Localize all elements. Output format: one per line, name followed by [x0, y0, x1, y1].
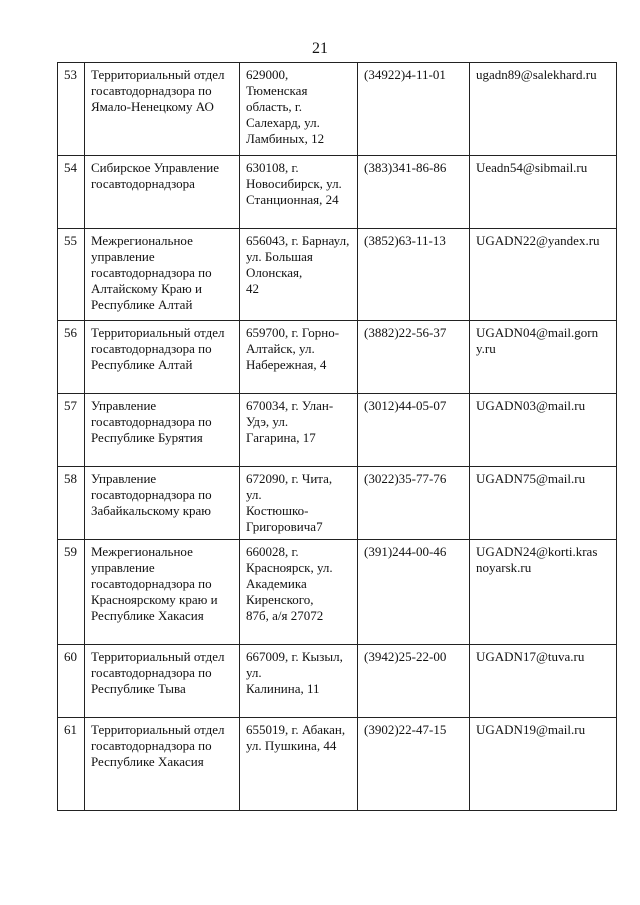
office-address: 629000, Тюменская область, г. Салехард, ул. Ламбиных, 12	[240, 63, 358, 156]
table-row	[58, 540, 617, 645]
office-address: 670034, г. Улан- Удэ, ул. Гагарина, 17	[240, 394, 358, 467]
office-phone: (3022)35-77-76	[358, 467, 470, 540]
office-name: Территориальный отдел госавтодорнадзора по Ямало-Ненецкому АО	[85, 63, 240, 156]
office-address: 656043, г. Барнаул, ул. Большая Олонская, 42	[240, 229, 358, 321]
row-number: 59	[58, 540, 85, 645]
row-number: 54	[58, 156, 85, 229]
office-name: Межрегиональное управление госавтодорнадзора по Алтайскому Краю и Республике Алтай	[85, 229, 240, 321]
office-phone: (3852)63-11-13	[358, 229, 470, 321]
office-email: UGADN24@korti.kras noyarsk.ru	[470, 540, 617, 645]
office-phone: (383)341-86-86	[358, 156, 470, 229]
office-email: UGADN22@yandex.ru	[470, 229, 617, 321]
table-row	[58, 63, 617, 156]
table-row	[58, 321, 617, 394]
office-phone: (391)244-00-46	[358, 540, 470, 645]
office-phone: (3942)25-22-00	[358, 645, 470, 718]
row-number: 58	[58, 467, 85, 540]
table-row	[58, 156, 617, 229]
office-name: Управление госавтодорнадзора по Республике Бурятия	[85, 394, 240, 467]
office-name: Сибирское Управление госавтодорнадзора	[85, 156, 240, 229]
office-email: Ueadn54@sibmail.ru	[470, 156, 617, 229]
office-phone: (3902)22-47-15	[358, 718, 470, 811]
office-address: 659700, г. Горно- Алтайск, ул. Набережная, 4	[240, 321, 358, 394]
office-email: UGADN75@mail.ru	[470, 467, 617, 540]
office-name: Межрегиональное управление госавтодорнадзора по Красноярскому краю и Республике Хакасия	[85, 540, 240, 645]
row-number: 57	[58, 394, 85, 467]
office-address: 672090, г. Чита, ул. Костюшко- Григоровича7	[240, 467, 358, 540]
row-number: 55	[58, 229, 85, 321]
office-name: Территориальный отдел госавтодорнадзора по Республике Хакасия	[85, 718, 240, 811]
office-address: 660028, г. Красноярск, ул. Академика Киренского, 87б, а/я 27072	[240, 540, 358, 645]
office-phone: (34922)4-11-01	[358, 63, 470, 156]
office-email: UGADN04@mail.gorn y.ru	[470, 321, 617, 394]
row-number: 53	[58, 63, 85, 156]
office-address: 667009, г. Кызыл, ул. Калинина, 11	[240, 645, 358, 718]
office-phone: (3882)22-56-37	[358, 321, 470, 394]
office-phone: (3012)44-05-07	[358, 394, 470, 467]
page-number: 21	[312, 40, 328, 57]
table-row	[58, 645, 617, 718]
office-name: Территориальный отдел госавтодорнадзора по Республике Тыва	[85, 645, 240, 718]
office-email: UGADN19@mail.ru	[470, 718, 617, 811]
row-number: 56	[58, 321, 85, 394]
table-row	[58, 467, 617, 540]
row-number: 60	[58, 645, 85, 718]
table-row	[58, 718, 617, 811]
office-address: 630108, г. Новосибирск, ул. Станционная, 24	[240, 156, 358, 229]
row-number: 61	[58, 718, 85, 811]
office-email: UGADN03@mail.ru	[470, 394, 617, 467]
office-address: 655019, г. Абакан, ул. Пушкина, 44	[240, 718, 358, 811]
office-name: Управление госавтодорнадзора по Забайкальскому краю	[85, 467, 240, 540]
table-row	[58, 229, 617, 321]
table-row	[58, 394, 617, 467]
office-name: Территориальный отдел госавтодорнадзора по Республике Алтай	[85, 321, 240, 394]
office-email: UGADN17@tuva.ru	[470, 645, 617, 718]
office-email: ugadn89@salekhard.ru	[470, 63, 617, 156]
office-directory-table	[57, 62, 617, 811]
